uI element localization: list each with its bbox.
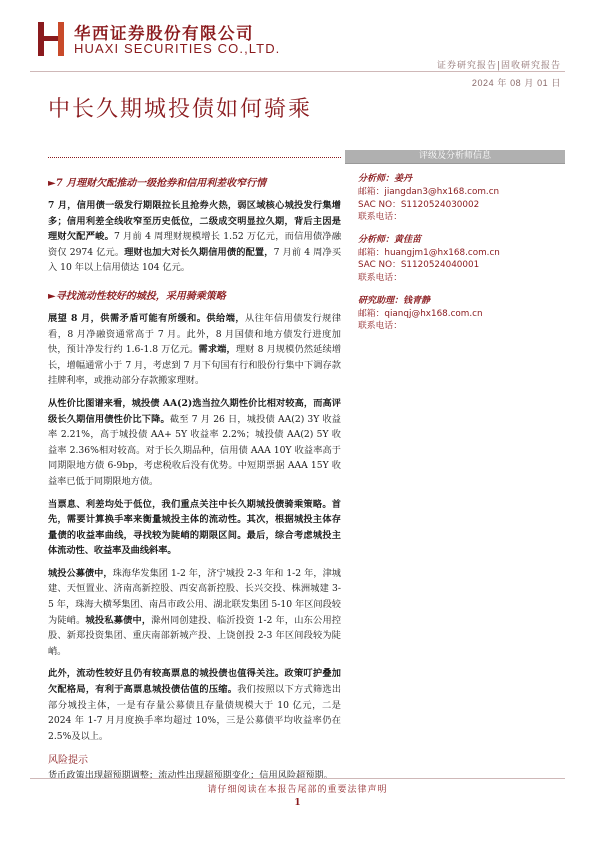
report-date: 2024 年 08 月 01 日	[471, 78, 561, 88]
analyst-role: 研究助理：钱青静	[358, 295, 431, 306]
paragraph-3-bold-a: 从性价比图谱来看，城投债 AA(2)选当拉久期性价比相对较高，而高评级长久期信用债性价比下降。	[48, 397, 341, 425]
paragraph-6	[48, 666, 341, 744]
analyst-sac: SAC NO：S1120524030002	[358, 199, 480, 210]
analyst-role: 分析师：姜丹	[358, 174, 413, 184]
brand-name-en: HUAXI SECURITIES CO.,LTD.	[74, 41, 281, 56]
paragraph-5-bold-b: 城投私募债中，	[85, 614, 152, 626]
huaxi-logo-icon	[38, 22, 64, 56]
analyst-role: 分析师：黄佳苗	[358, 234, 422, 245]
brand-name-cn: 华西证券股份有限公司	[74, 24, 254, 43]
paragraph-4	[48, 497, 341, 559]
sidebar-heading: 评级及分析师信息	[345, 150, 565, 163]
title-divider	[48, 157, 341, 158]
page-title: 中长久期城投债如何骑乘	[48, 97, 313, 122]
analyst-phone: 联系电话：	[358, 321, 402, 332]
analyst-sidebar	[345, 150, 565, 333]
header-divider	[30, 71, 565, 72]
footer-divider	[30, 778, 565, 779]
main-content	[48, 165, 341, 784]
paragraph-5-bold-a: 城投公募债中，	[48, 567, 113, 579]
paragraph-5-text-a: 珠海华发集团 1-2 年，济宁城投 2-3 年和 1-2 年，津城建、天恒置业、济南高新控股、西安高新控股、长兴交投、株洲城建 3-5 年，珠海大横琴集团、南昌市政公用、湖北联发集团 5-10 年区间段较为陡峭。	[48, 567, 341, 626]
analyst-email: 邮箱：qianqj@hx168.com.cn	[358, 308, 483, 319]
section-heading-1: ►7 月理财欠配推动一级抢券和信用利差收窄行情	[48, 178, 267, 189]
paragraph-6-text-a: 我们按照以下方式筛选出部分城投主体，一是有存量公募债且存量债规模大于 10 亿元，二是 2024 年 1-7 月月度换手率均超过 10%，三是公募债平均收益率仍在 2.5%及以上。	[48, 684, 342, 742]
paragraph-2-bold-b: 需求端，	[198, 344, 236, 356]
report-type: 证券研究报告|固收研究报告	[436, 61, 561, 71]
analyst-block	[358, 295, 565, 333]
risk-heading: 风险提示	[48, 755, 88, 767]
paragraph-3-text-a: 截至 7 月 26 日，城投债 AA(2) 3Y 收益率 2.21%，高于城投债 AA+ 5Y 收益率 2.2%；城投债 AA(2) 5Y 收益率 2.36%相对较高。对于长久期品种，信用债 AAA 10Y 收益率高于同期限地方债 6-9bp，考虑税收后没有优势。中短期票据 AAA 15Y 收益率已低于同期限地方债。	[48, 413, 341, 487]
paragraph-1	[48, 198, 341, 276]
paragraph-2	[48, 311, 341, 389]
paragraph-4-bold-a: 当票息、利差均处于低位，我们重点关注中长久期城投债骑乘策略。首先，需要计算换手率来衡量城投主体的流动性。其次，根据城投主体存量债的收益率曲线，寻找较为陡峭的期限区间。最后，综合考虑城投主体流动性、收益率及曲线斜率。	[48, 498, 341, 557]
paragraph-1-text-b: 7 月前 4 周净买入 10 年以上信用债达 104 亿元。	[48, 246, 342, 274]
legal-notice: 请仔细阅读在本报告尾部的重要法律声明	[207, 785, 388, 795]
paragraph-2-text-a: 从往年信用债发行规律看，8 月净融资通常高于 7 月。此外，8 月国债和地方债发行进度加快，预计净发行约 1.6-1.8 万亿元。	[48, 312, 342, 356]
paragraph-5-text-b: 滁州同创建投、临沂投资 1-2 年，山东公用控股、新郑投资集团、重庆南部新城产投、上饶创投 2-3 年区间段较为陡峭。	[48, 614, 342, 657]
paragraph-3	[48, 396, 341, 490]
page-number: 1	[294, 798, 301, 808]
paragraph-1-text-a: 7 月前 4 周理财规模增长 1.52 万亿元，而信用债净融资仅 2974 亿元。	[48, 231, 342, 258]
paragraph-1-bold-b: 理财也加大对长久期信用债的配置，	[124, 246, 274, 258]
analyst-phone: 联系电话：	[358, 212, 402, 223]
risk-text: 货币政策出现超预期调整；流动性出现超预期变化；信用风险超预期。	[48, 770, 333, 782]
paragraph-2-bold-a: 展望 8 月，供需矛盾可能有所缓和。供给端，	[48, 312, 245, 324]
paragraph-6-bold-a: 此外，流动性较好且仍有较高票息的城投债也值得关注。政策叮护叠加欠配格局，有利于高票息城投债估值的压缩。	[48, 668, 341, 696]
paragraph-5	[48, 566, 341, 660]
analyst-email: 邮箱：huangjm1@hx168.com.cn	[358, 247, 500, 258]
analyst-block	[358, 234, 565, 285]
analyst-block	[358, 173, 565, 224]
paragraph-2-text-b: 理财 8 月规模仍然延续增长，增幅通常小于 7 月，考虑到 7 月下旬国有行和股份行集中下调存款挂牌利率，或推动部分存款搬家理财。	[48, 344, 342, 387]
analyst-email: 邮箱：jiangdan3@hx168.com.cn	[358, 187, 500, 197]
sidebar-divider	[345, 163, 565, 164]
analyst-sac: SAC NO：S1120524040001	[358, 260, 480, 271]
analyst-phone: 联系电话：	[358, 272, 402, 283]
section-heading-2: ►寻找流动性较好的城投，采用骑乘策略	[48, 290, 226, 302]
paragraph-1-bold-a: 7 月，信用债一级发行期限拉长且抢券火热，弱区域核心城投发行集增多；信用利差全线收窄至历史低位，二级成交明显拉久期，背后主因是理财欠配严峻。	[48, 200, 341, 243]
